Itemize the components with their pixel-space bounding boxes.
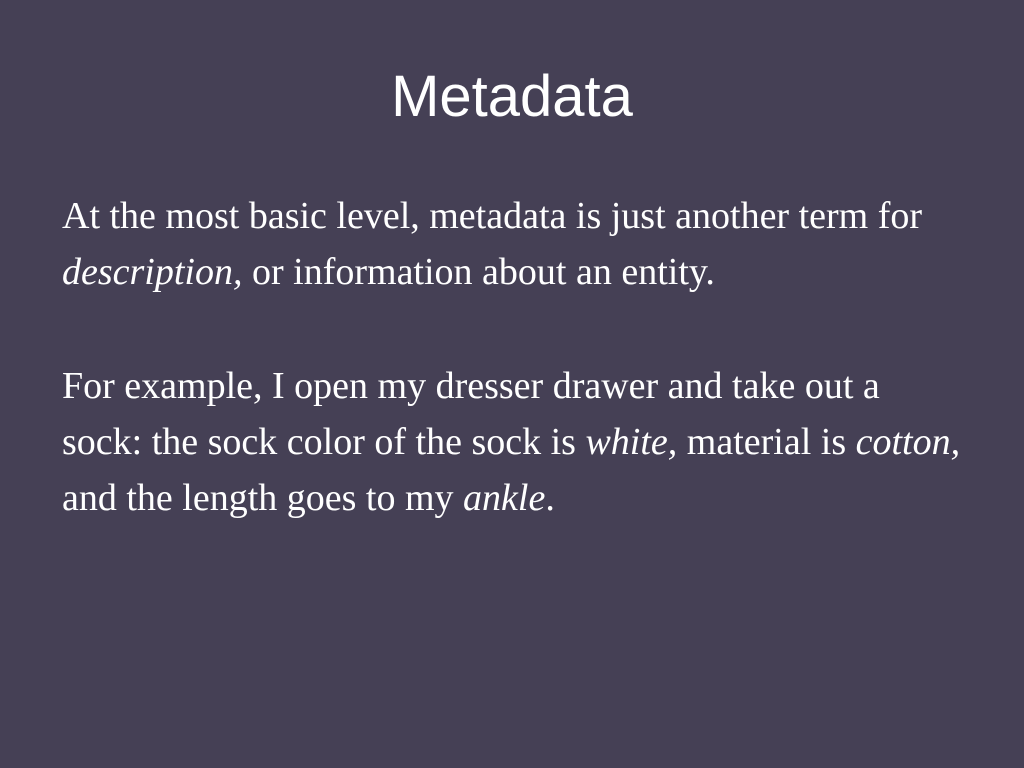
- paragraph-2-text-1: For example, I open my dresser drawer and take out a sock: the sock color of the sock is: [62, 365, 880, 463]
- paragraph-1-text-1: At the most basic level, metadata is just another term for: [62, 195, 923, 237]
- slide-body: [62, 188, 962, 584]
- emphasis-white: white,: [585, 421, 678, 463]
- emphasis-description: description,: [62, 251, 243, 293]
- paragraph-example: [62, 358, 962, 526]
- emphasis-ankle: ankle: [463, 477, 546, 519]
- paragraph-2-text-2: material is: [677, 421, 856, 463]
- paragraph-2-text-3: and the length goes to my: [62, 477, 464, 519]
- slide-title: Metadata: [391, 64, 633, 129]
- emphasis-cotton: cotton,: [855, 421, 961, 463]
- paragraph-definition: [62, 188, 962, 300]
- paragraph-1-text-2: or information about an entity.: [242, 251, 715, 293]
- paragraph-2-text-4: .: [545, 477, 555, 519]
